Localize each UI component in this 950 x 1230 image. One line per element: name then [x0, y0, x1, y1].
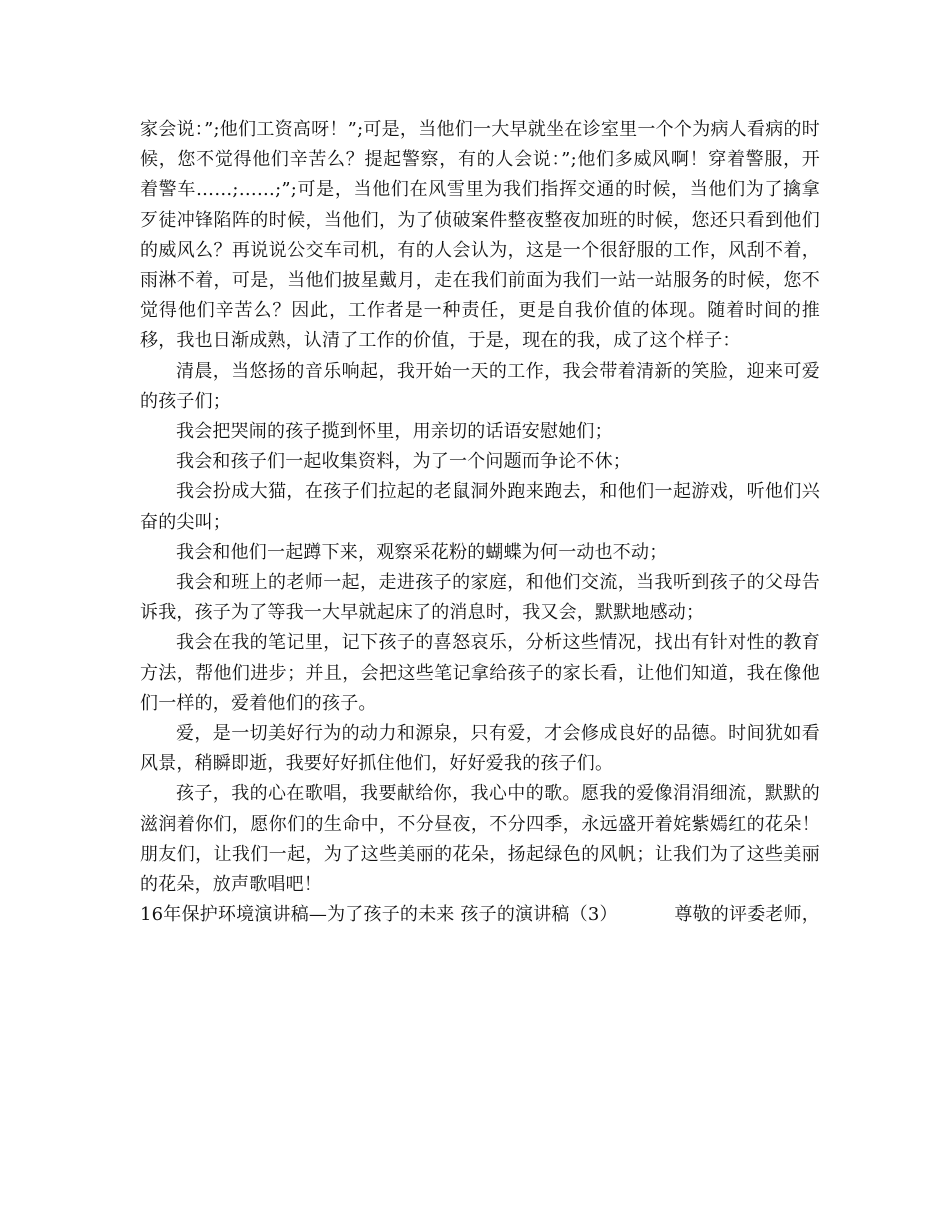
paragraph-notes: 我会在我的笔记里，记下孩子的喜怒哀乐，分析这些情况，找出有针对性的教育方法，帮他们进步；并且，会把这些笔记拿给孩子的家长看，让他们知道，我在像他们一样的，爱着他们的孩子。 [140, 632, 820, 714]
paragraph-game: 我会扮成大猫，在孩子们拉起的老鼠洞外跑来跑去，和他们一起游戏，听他们兴奋的尖叫； [140, 481, 820, 533]
paragraph-intro: 家会说：”;他们工资高呀！”;可是，当他们一大早就坐在诊室里一个个为病人看病的时候，您不觉得他们辛苦么？提起警察，有的人会说：”;他们多威风啊！穿着警服，开着警车……;……;”;可是，当他们在风雪里为我们指挥交通的时候，当他们为了擒拿歹徒冲锋陷阵的时候，当他们，为了侦破案件整夜整夜加班的时候，您还只看到他们的威风么？再说说公交车司机，有的人会认为，这是一个很舒服的工作，风刮不着，雨淋不着，可是，当他们披星戴月，走在我们前面为我们一站一站服务的时候，您不觉得他们辛苦么？因此，工作者是一种责任，更是自我价值的体现。随着时间的推移，我也日渐成熟，认清了工作的价值，于是，现在的我，成了这个样子： [140, 119, 820, 352]
paragraph-love: 爱，是一切美好行为的动力和源泉，只有爱，才会修成良好的品德。时间犹如看风景，稍瞬即逝，我要好好抓住他们，好好爱我的孩子们。 [140, 723, 820, 775]
document-body [140, 115, 820, 930]
paragraph-song: 孩子，我的心在歌唱，我要献给你，我心中的歌。愿我的爱像涓涓细流，默默的滋润着你们，愿你们的生命中，不分昼夜，不分四季，永远盛开着姹紫嫣红的花朵！朋友们，让我们一起，为了这些美丽的花朵，扬起绿色的风帆；让我们为了这些美丽的花朵，放声歌唱吧！ [140, 783, 820, 896]
paragraph-family: 我会和班上的老师一起，走进孩子的家庭，和他们交流，当我听到孩子的父母告诉我，孩子为了等我一大早就起床了的消息时，我又会，默默地感动； [140, 572, 820, 624]
paragraph-comfort: 我会把哭闹的孩子揽到怀里，用亲切的话语安慰她们； [176, 421, 613, 443]
next-speech-line [140, 900, 820, 930]
paragraph-butterfly: 我会和他们一起蹲下来，观察采花粉的蝴蝶为何一动也不动； [176, 541, 668, 563]
next-speech-greeting: 尊敬的评委老师， [674, 904, 820, 926]
paragraph-morning: 清晨，当悠扬的音乐响起，我开始一天的工作，我会带着清新的笑脸，迎来可爱的孩子们； [140, 360, 820, 412]
next-speech-title: 16年保护环境演讲稿—为了孩子的未来 孩子的演讲稿（3） [140, 904, 618, 926]
paragraph-collect: 我会和孩子们一起收集资料，为了一个问题而争论不休； [176, 451, 631, 473]
